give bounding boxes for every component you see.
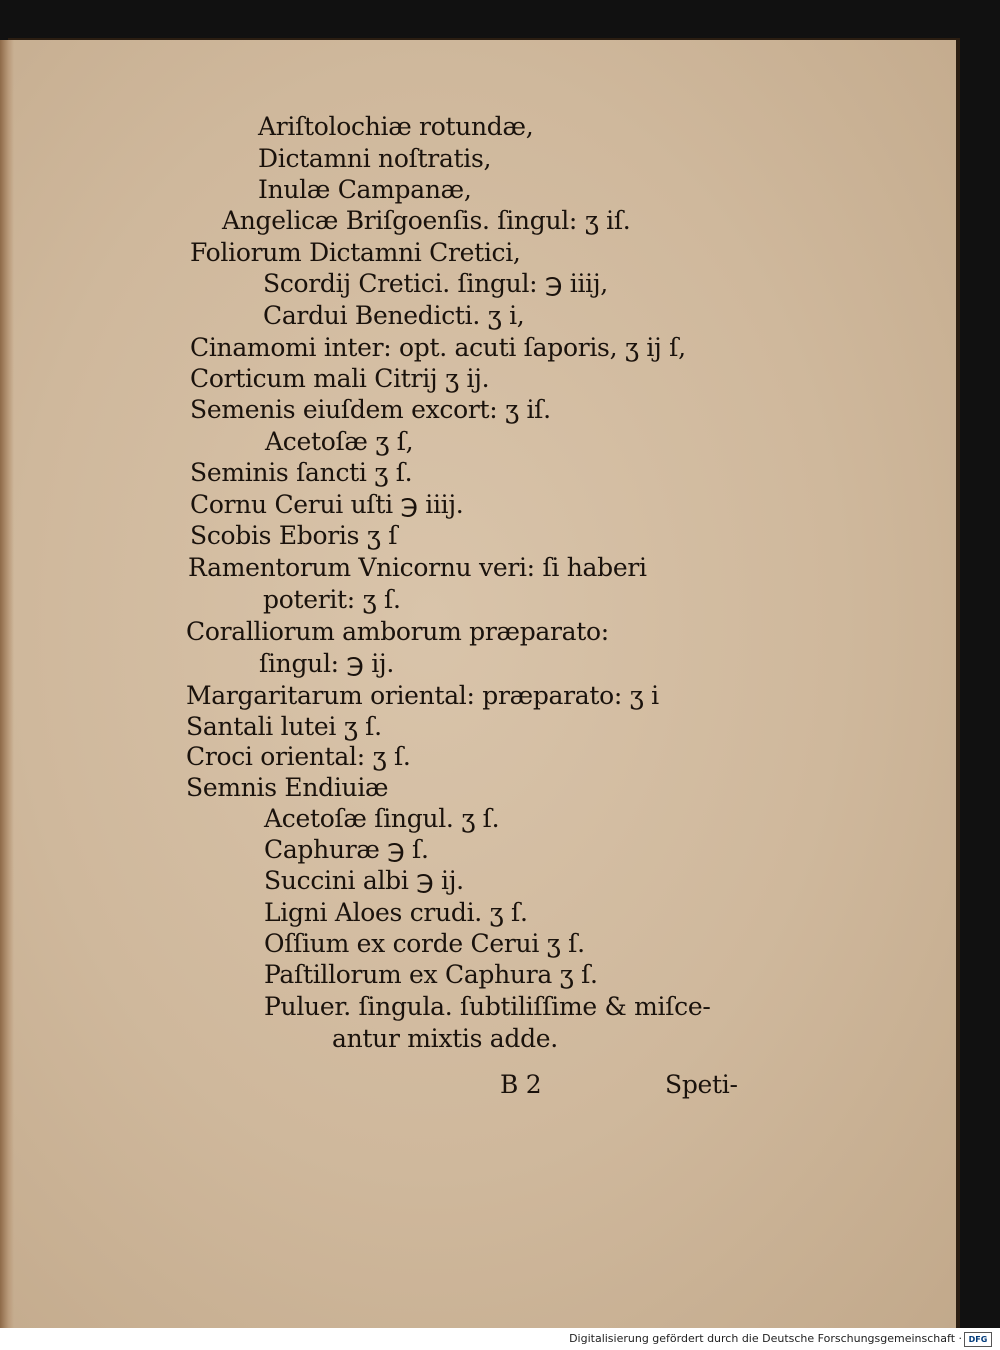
footer-credit: Digitalisierung gefördert durch die Deutsche Forschungsgemeinschaft · xyxy=(569,1332,962,1345)
text-line: Seminis ſancti ʒ ſ. xyxy=(190,458,413,487)
text-line: Succini albi ℈ ij. xyxy=(264,866,464,895)
book-page xyxy=(0,40,956,1328)
text-line: Ariſtolochiæ rotundæ, xyxy=(258,112,534,141)
text-line: antur mixtis adde. xyxy=(332,1024,558,1053)
text-line: Caphuræ ℈ ſ. xyxy=(264,835,429,864)
text-line: Semenis eiuſdem excort: ʒ iſ. xyxy=(190,395,551,424)
text-line: Coralliorum amborum præparato: xyxy=(186,617,609,646)
text-line: ſingul: ℈ ij. xyxy=(259,649,395,678)
text-line: Croci oriental: ʒ ſ. xyxy=(186,742,411,771)
text-line: Cinamomi inter: opt. acuti ſaporis, ʒ ij ſ, xyxy=(190,333,686,362)
text-line: Oſſium ex corde Cerui ʒ ſ. xyxy=(264,929,585,958)
page-binding-edge xyxy=(0,40,14,1328)
text-line: Cardui Benedicti. ʒ i, xyxy=(263,301,525,330)
text-line: Dictamni noſtratis, xyxy=(258,144,492,173)
text-line: Semnis Endiuiæ xyxy=(186,773,389,802)
text-line: Inulæ Campanæ, xyxy=(258,175,472,204)
text-line: Puluer. ſingula. ſubtiliſſime & miſce- xyxy=(264,992,711,1021)
text-line: Scobis Eboris ʒ ſ xyxy=(190,521,398,550)
text-line: Acetoſæ ſingul. ʒ ſ. xyxy=(264,804,500,833)
catchword: Speti- xyxy=(665,1070,738,1099)
text-line: Acetoſæ ʒ ſ, xyxy=(265,427,414,456)
text-line: Scordij Cretici. ſingul: ℈ iiij, xyxy=(263,269,608,298)
dfg-logo-icon: DFG xyxy=(964,1332,992,1347)
text-line: Ligni Aloes crudi. ʒ ſ. xyxy=(264,898,528,927)
text-line: Ramentorum Vnicornu veri: ſi haberi xyxy=(188,553,647,582)
text-line: Angelicæ Briſgoenſis. ſingul: ʒ iſ. xyxy=(222,206,631,235)
text-line: Cornu Cerui uſti ℈ iiij. xyxy=(190,490,464,519)
text-line: Corticum mali Citrij ʒ ij. xyxy=(190,364,490,393)
text-line: poterit: ʒ ſ. xyxy=(263,585,401,614)
text-line: Foliorum Dictamni Cretici, xyxy=(190,238,521,267)
text-line: Paſtillorum ex Caphura ʒ ſ. xyxy=(264,960,598,989)
text-line: Santali lutei ʒ ſ. xyxy=(186,712,382,741)
digitization-footer xyxy=(0,1328,1000,1350)
signature-mark: B 2 xyxy=(500,1070,542,1099)
text-line: Margaritarum oriental: præparato: ʒ i xyxy=(186,681,659,710)
